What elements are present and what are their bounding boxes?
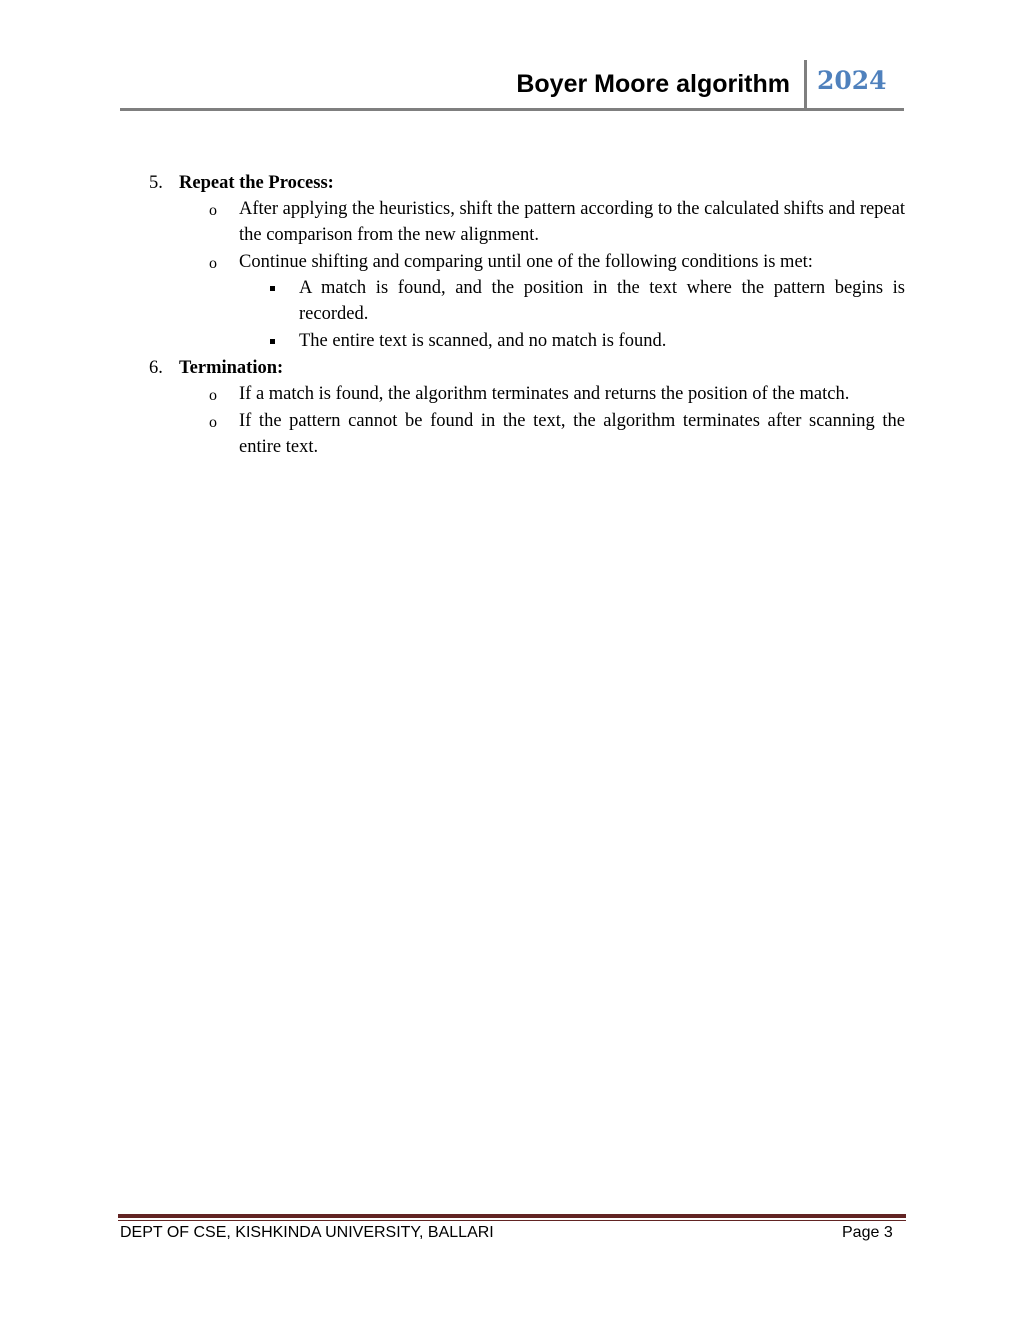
header-title: Boyer Moore algorithm xyxy=(516,70,790,98)
circle-bullet-icon: o xyxy=(209,202,217,219)
sub-list-item: A match is found, and the position in the text where the pattern begins is recorded. xyxy=(299,278,905,325)
page-header xyxy=(120,58,904,112)
circle-bullet-icon: o xyxy=(209,387,217,404)
list-item: After applying the heuristics, shift the pattern according to the calculated shifts and repeat the comparison from the new alignment. xyxy=(239,199,905,246)
footer-department: DEPT OF CSE, KISHKINDA UNIVERSITY, BALLARI xyxy=(120,1224,494,1241)
section-number: 5. xyxy=(149,173,163,193)
section-number: 6. xyxy=(149,358,163,378)
square-bullet-icon xyxy=(270,286,275,291)
list-item: If the pattern cannot be found in the text, the algorithm terminates after scanning the entire text. xyxy=(239,411,905,458)
header-rule xyxy=(120,108,904,111)
section-heading: Termination: xyxy=(179,358,284,378)
circle-bullet-icon: o xyxy=(209,255,217,272)
square-bullet-icon xyxy=(270,339,275,344)
list-item: Continue shifting and comparing until one of the following conditions is met: xyxy=(239,252,813,272)
circle-bullet-icon: o xyxy=(209,414,217,431)
page-number: Page 3 xyxy=(842,1224,893,1241)
section-heading: Repeat the Process: xyxy=(179,173,334,193)
footer-rule-thin xyxy=(118,1220,906,1221)
header-year: 2024 xyxy=(817,66,887,95)
sub-list-item: The entire text is scanned, and no match is found. xyxy=(299,331,667,351)
footer-rule xyxy=(118,1214,906,1218)
header-divider xyxy=(804,60,807,110)
list-item: If a match is found, the algorithm terminates and returns the position of the match. xyxy=(239,384,850,404)
